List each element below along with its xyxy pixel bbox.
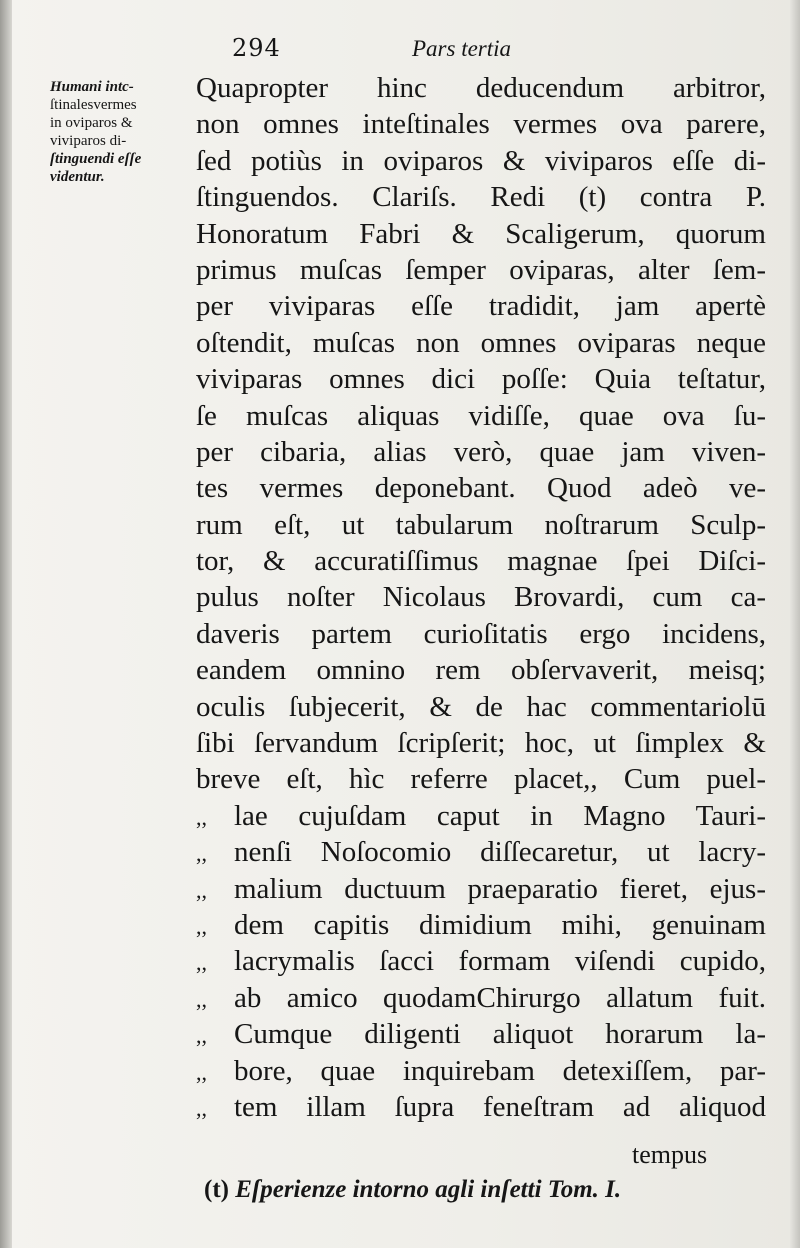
quoted-line — [196, 1016, 766, 1052]
quoted-line — [196, 1089, 766, 1125]
quoted-text: lacrymalis ſacci formam viſendi cupido, — [234, 945, 766, 978]
text-line: oculis ſubjecerit, & de hac commentariolū — [196, 690, 766, 723]
quoted-text: nenſi Noſocomio diſſecaretur, ut lacry- — [234, 836, 766, 869]
quoted-text: dem capitis dimidium mihi, genuinam — [234, 908, 766, 941]
footnote — [204, 1176, 621, 1204]
text-line: ſe muſcas aliquas vidiſſe, quae ova ſu- — [196, 399, 766, 432]
page-edge-shadow — [790, 0, 800, 1248]
text-line: per viviparas eſſe tradidit, jam apertè — [196, 290, 766, 323]
marginal-note — [50, 78, 190, 186]
text-line: tes vermes deponebant. Quod adeò ve- — [196, 472, 766, 505]
running-head: Pars tertia — [412, 36, 512, 61]
text-line: Quapropter hinc deducendum arbitror, — [196, 72, 766, 104]
text-line: per cibaria, alias verò, quae jam viven- — [196, 435, 766, 468]
text-line: ſed potiùs in oviparos & viviparos eſſe di- — [196, 144, 766, 177]
marginal-line: ſtinalesvermes — [50, 97, 137, 113]
quote-mark: ,, — [196, 913, 207, 939]
quote-mark: ,, — [196, 950, 207, 976]
text-line: non omnes inteſtinales vermes ova parere, — [196, 108, 766, 141]
marginal-line: viviparos di- — [50, 133, 127, 149]
text-line: rum eſt, ut tabularum noſtrarum Sculp- — [196, 508, 766, 541]
marginal-line: videntur. — [50, 169, 105, 185]
text-line: oſtendit, muſcas non omnes oviparas neque — [196, 326, 766, 359]
quoted-line — [196, 1053, 766, 1089]
quoted-text: bore, quae inquirebam detexiſſem, par- — [234, 1054, 766, 1087]
text-line: Honoratum Fabri & Scaligerum, quorum — [196, 217, 766, 250]
marginal-line: ſtinguendi eſſe — [50, 151, 142, 167]
quote-mark: ,, — [196, 1095, 207, 1121]
quoted-line — [196, 871, 766, 907]
footnote-text: Eſperienze intorno agli inſetti Tom. I. — [235, 1176, 622, 1203]
quoted-text: tem illam ſupra feneſtram ad aliquod — [234, 1090, 766, 1123]
quote-mark: ,, — [196, 986, 207, 1012]
page-gutter-shadow — [0, 0, 12, 1248]
text-line: eandem omnino rem obſervaverit, meisq; — [196, 654, 766, 687]
text-line: viviparas omnes dici poſſe: Quia teſtatur, — [196, 363, 766, 396]
quoted-line — [196, 980, 766, 1016]
quoted-line — [196, 798, 766, 834]
page-header — [0, 34, 800, 66]
quoted-line — [196, 834, 766, 870]
text-line: ſtinguendos. Clariſs. Redi (t) contra P. — [196, 181, 766, 214]
quote-mark: ,, — [196, 1059, 207, 1085]
quoted-line — [196, 943, 766, 979]
text-line: breve eſt, hìc referre placet,, Cum puel- — [196, 763, 766, 796]
marginal-line: in oviparos & — [50, 115, 133, 131]
quoted-text: malium ductuum praeparatio fieret, ejus- — [234, 872, 766, 905]
marginal-line: Humani intc- — [50, 79, 134, 95]
catchword: tempus — [632, 1140, 708, 1169]
quote-mark: ,, — [196, 1023, 207, 1049]
text-line: pulus noſter Nicolaus Brovardi, cum ca- — [196, 581, 766, 614]
text-line: ſibi ſervandum ſcripſerit; hoc, ut ſimplex & — [196, 727, 766, 760]
main-text — [196, 70, 766, 1125]
footnote-marker: (t) — [204, 1176, 229, 1203]
quote-mark: ,, — [196, 841, 207, 867]
text-line: primus muſcas ſemper oviparas, alter ſem- — [196, 253, 766, 286]
quoted-text: ab amico quodamChirurgo allatum fuit. — [234, 981, 766, 1014]
quote-mark: ,, — [196, 877, 207, 903]
quoted-text: Cumque diligenti aliquot horarum la- — [234, 1018, 766, 1051]
text-line: tor, & accuratiſſimus magnae ſpei Diſci- — [196, 545, 766, 578]
quoted-line — [196, 907, 766, 943]
page-number: 294 — [232, 34, 281, 62]
quoted-text: lae cujuſdam caput in Magno Tauri- — [234, 799, 766, 832]
quote-mark: ,, — [196, 804, 207, 830]
text-line: daveris partem curioſitatis ergo incidens, — [196, 617, 766, 650]
